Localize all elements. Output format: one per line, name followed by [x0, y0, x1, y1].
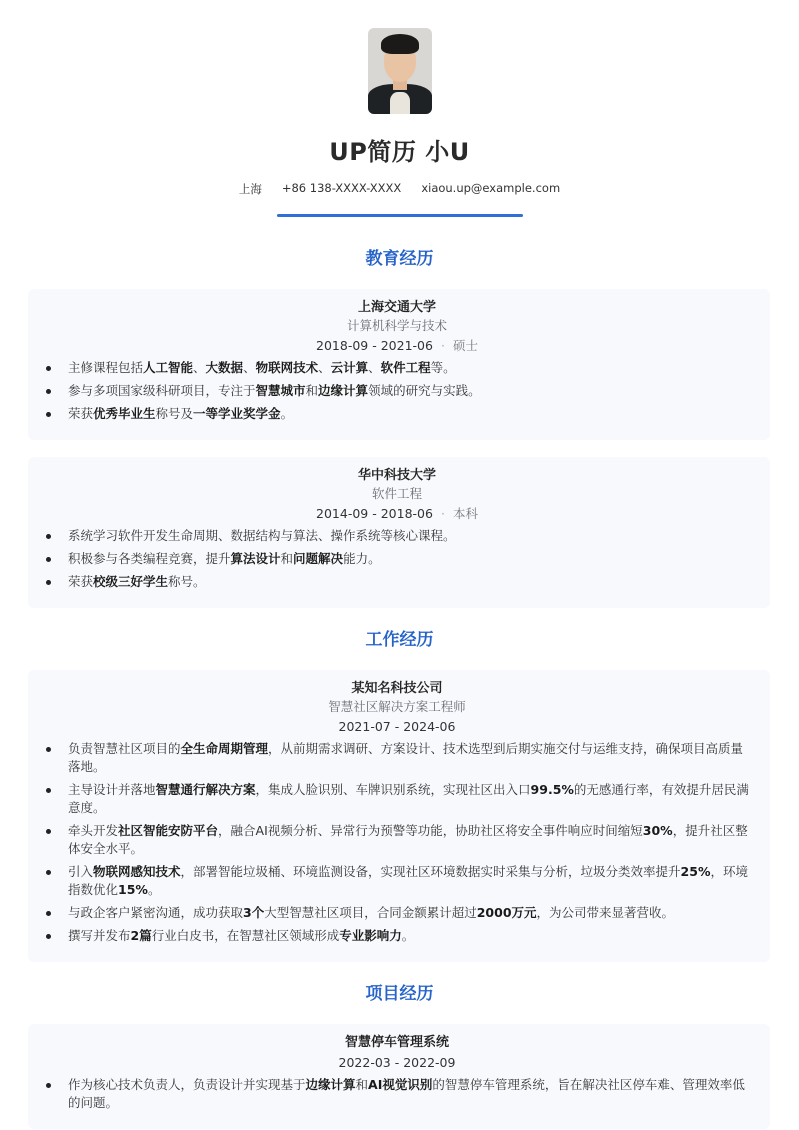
bullet-item: [42, 927, 752, 945]
bullet-text: 系统学习软件开发生命周期、数据结构与算法、操作系统等核心课程。: [68, 528, 456, 543]
bullet-item: [42, 382, 752, 400]
education-card: [28, 457, 770, 608]
degree-label: 硕士: [452, 338, 478, 353]
bullet-text: 负责智慧社区项目的: [68, 741, 181, 756]
highlight-text: 问题解决: [293, 551, 344, 566]
date-range: 2021-07 - 2024-06: [338, 719, 456, 734]
bullet-text: 大型智慧社区项目，合同金额累计超过: [264, 905, 477, 920]
bullet-text: 称号及: [155, 406, 194, 421]
bullet-text: 。: [401, 928, 415, 943]
bullet-text: 与政企客户紧密沟通，成功获取: [68, 905, 244, 920]
degree-label: 本科: [452, 506, 478, 521]
avatar: [368, 28, 432, 114]
bullet-text: ，环境指数优化: [68, 864, 748, 897]
bullet-text: 行业白皮书，在智慧社区领域形成: [151, 928, 340, 943]
project-card-header: [42, 1034, 752, 1074]
project-card-bullets: [42, 1076, 752, 1112]
highlight-text: AI视觉识别: [368, 1077, 433, 1092]
bullet-text: 主导设计并落地: [68, 782, 156, 797]
highlight-text: 校级三好学生: [93, 574, 169, 589]
highlight-text: 物联网技术: [255, 360, 319, 375]
education-card-subtitle: 软件工程: [371, 486, 422, 501]
bullet-text: 主修课程包括: [68, 360, 144, 375]
bullet-item: [42, 822, 752, 858]
avatar-hair-shape: [381, 34, 419, 54]
highlight-text: 人工智能: [143, 360, 194, 375]
bullet-text: 等。: [430, 360, 456, 375]
date-range: 2014-09 - 2018-06: [316, 506, 433, 521]
bullet-text: 和: [305, 383, 319, 398]
education-card-bullets: [42, 527, 752, 591]
highlight-text: 优秀毕业生: [93, 406, 156, 421]
bullet-text: 荣获: [68, 574, 94, 589]
highlight-text: 2000万元: [476, 905, 537, 920]
highlight-text: 算法设计: [230, 551, 281, 566]
highlight-text: 边缘计算: [305, 1077, 356, 1092]
education-card-title: 上海交通大学: [357, 300, 436, 315]
highlight-text: 3个: [243, 905, 265, 920]
section-title-projects: 项目经历: [365, 984, 434, 1004]
bullet-item: [42, 863, 752, 899]
work-card-header: [42, 680, 752, 738]
bullet-text: 和: [355, 1077, 369, 1092]
header-divider: [277, 214, 523, 217]
bullet-text: 的智慧停车管理系统，旨在解决社区停车难、管理效率低的问题。: [68, 1077, 745, 1110]
highlight-text: 15%: [118, 882, 148, 897]
highlight-text: 全生命周期管理: [180, 741, 269, 756]
highlight-text: 99.5%: [530, 782, 574, 797]
bullet-text: ，从前期需求调研、方案设计、技术选型到后期实施交付与运维支持，确保项目高质量落地。: [68, 741, 744, 774]
highlight-text: 大数据: [205, 360, 244, 375]
bullet-item: [42, 740, 752, 776]
bullet-item: [42, 527, 752, 545]
bullet-text: 荣获: [68, 406, 94, 421]
work-card: [28, 670, 770, 962]
bullet-item: [42, 405, 752, 423]
contact-info: [28, 181, 771, 197]
education-card-dates: [42, 503, 752, 525]
education-card-title: 华中科技大学: [357, 468, 436, 483]
bullet-text: ，融合AI视频分析、异常行为预警等功能，协助社区将安全事件响应时间缩短: [218, 823, 643, 838]
education-card-header: [42, 467, 752, 525]
bullet-text: 、: [193, 360, 206, 375]
bullet-text: 。: [147, 882, 161, 897]
bullet-text: ，提升社区整体安全水平。: [68, 823, 748, 856]
education-list: [28, 289, 771, 608]
bullet-text: 撰写并发布: [68, 928, 131, 943]
education-card-dates: [42, 335, 752, 357]
education-card-header: [42, 299, 752, 357]
resume-header: [28, 0, 771, 217]
education-card-subtitle: 计算机科学与技术: [346, 318, 447, 333]
bullet-text: ，部署智能垃圾桶、环境监测设备，实现社区环境数据实时采集与分析，垃圾分类效率提升: [180, 864, 681, 879]
bullet-item: [42, 550, 752, 568]
section-title-education: 教育经历: [365, 249, 434, 269]
bullet-text: 牵头开发: [68, 823, 119, 838]
bullet-item: [42, 904, 752, 922]
education-card: [28, 289, 770, 440]
avatar-tee-shape: [390, 92, 410, 114]
work-card-subtitle: 智慧社区解决方案工程师: [328, 699, 466, 714]
bullet-text: 领域的研究与实践。: [368, 383, 481, 398]
highlight-text: 社区智能安防平台: [118, 823, 219, 838]
work-card-title: 某知名科技公司: [351, 681, 443, 696]
bullet-text: 作为核心技术负责人，负责设计并实现基于: [68, 1077, 306, 1092]
bullet-text: 、: [243, 360, 256, 375]
project-card-title: 智慧停车管理系统: [344, 1035, 449, 1050]
highlight-text: 智慧通行解决方案: [155, 782, 256, 797]
bullet-text: 引入: [68, 864, 94, 879]
highlight-text: 云计算: [330, 360, 369, 375]
project-card-dates: [42, 1052, 752, 1074]
highlight-text: 软件工程: [380, 360, 431, 375]
date-range: 2018-09 - 2021-06: [316, 338, 433, 353]
bullet-text: 能力。: [343, 551, 381, 566]
bullet-text: 称号。: [168, 574, 206, 589]
separator-dot: ·: [440, 506, 445, 521]
highlight-text: 25%: [680, 864, 711, 879]
bullet-text: ，为公司带来显著营收。: [536, 905, 675, 920]
project-list: [28, 1024, 771, 1129]
contact-phone: +86 138-XXXX-XXXX: [281, 181, 402, 195]
bullet-text: ，集成人脸识别、车牌识别系统，实现社区出入口: [255, 782, 531, 797]
bullet-item: [42, 781, 752, 817]
contact-email[interactable]: xiaou.up@example.com: [421, 181, 561, 195]
project-card: [28, 1024, 770, 1129]
contact-location: 上海: [238, 182, 262, 196]
work-card-bullets: [42, 740, 752, 945]
highlight-text: 专业影响力: [339, 928, 402, 943]
bullet-text: 的无感通行率，有效提升居民满意度。: [68, 782, 749, 815]
highlight-text: 物联网感知技术: [93, 864, 181, 879]
highlight-text: 2篇: [130, 928, 152, 943]
separator-dot: ·: [440, 338, 445, 353]
bullet-item: [42, 573, 752, 591]
bullet-text: 积极参与各类编程竞赛，提升: [68, 551, 231, 566]
candidate-name: UP简历 小U: [329, 138, 470, 166]
bullet-item: [42, 1076, 752, 1112]
education-card-bullets: [42, 359, 752, 423]
bullet-text: 参与多项国家级科研项目，专注于: [68, 383, 256, 398]
highlight-text: 一等学业奖学金: [193, 406, 281, 421]
bullet-text: 、: [368, 360, 381, 375]
bullet-text: 和: [280, 551, 294, 566]
work-card-dates: [42, 716, 752, 738]
bullet-item: [42, 359, 752, 377]
section-title-work: 工作经历: [365, 630, 434, 650]
bullet-text: 、: [318, 360, 331, 375]
highlight-text: 智慧城市: [255, 383, 306, 398]
highlight-text: 边缘计算: [318, 383, 369, 398]
highlight-text: 30%: [642, 823, 673, 838]
bullet-text: 。: [280, 406, 294, 421]
work-list: [28, 670, 771, 962]
date-range: 2022-03 - 2022-09: [338, 1055, 456, 1070]
